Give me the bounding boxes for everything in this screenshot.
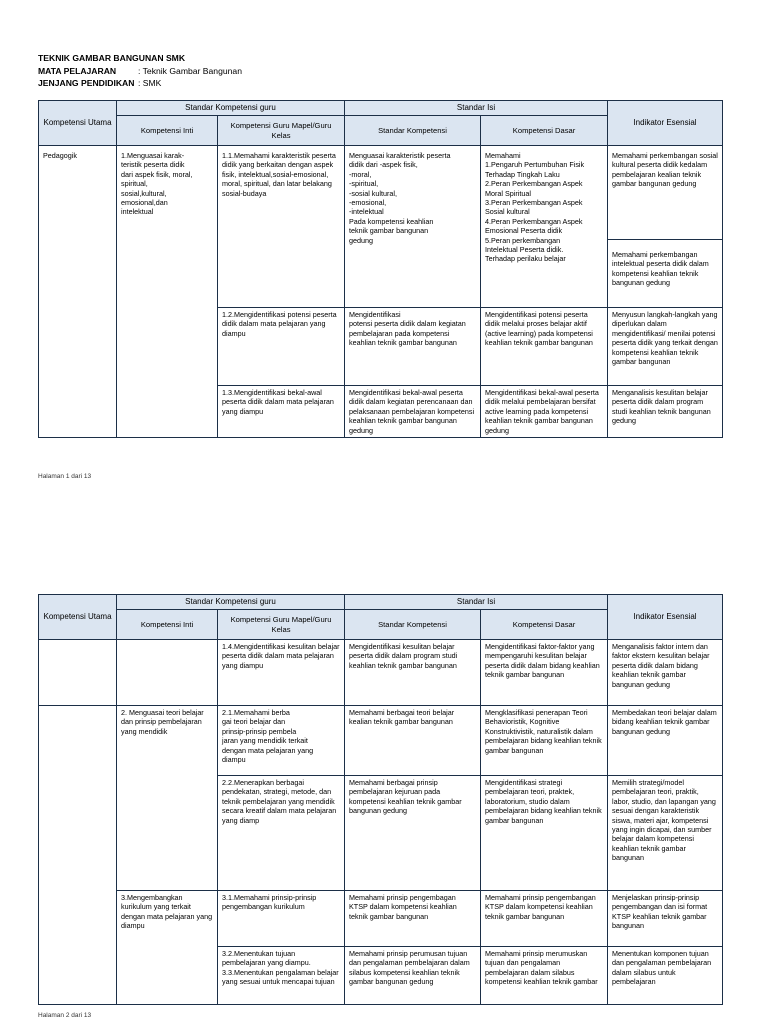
th-kompetensi-utama: Kompetensi Utama — [39, 595, 117, 640]
th-standar-kompetensi-guru: Standar Kompetensi guru — [117, 595, 345, 610]
cell-kompetensi-utama — [39, 706, 117, 1005]
cell-kompetensi-guru: 1.4.Mengidentifikasi kesulitan belajar peserta didik dalam mata pelajaran yang diampu — [218, 640, 345, 706]
cell-indikator: Memilih strategi/model pembelajaran teori, praktik, labor, studio, dan lapangan yang sesuai dengan karakteristik siswa, materi ajar, kompetensi yang ingin dicapai, dan sumber belajar dalam kompetensi keahlian teknik gambar bangunan — [608, 776, 723, 891]
th-standar-isi: Standar Isi — [345, 595, 608, 610]
cell-kompetensi-utama: Pedagogik — [39, 146, 117, 438]
th-kompetensi-inti: Kompetensi Inti — [117, 610, 218, 640]
cell-kompetensi-dasar: Mengidentifikasi faktor-faktor yang mempengaruhi kesulitan belajar peserta didik dalam bidang keahlian teknik gambar bangunan — [481, 640, 608, 706]
page-number: Halaman 2 dari 13 — [38, 1012, 92, 1019]
jenjang-key: JENJANG PENDIDIKAN — [38, 78, 135, 88]
cell-indikator: Menentukan komponen tujuan dan pengalaman pembelajaran dalam silabus untuk pembelajaran — [608, 947, 723, 1005]
cell-kompetensi-utama — [39, 640, 117, 706]
th-indikator-esensial: Indikator Esensial — [608, 101, 723, 146]
competency-table-page1 — [38, 100, 723, 438]
cell-kompetensi-dasar: Mengidentifikasi bekal-awal peserta didik melalui pembelajaran bersifat active learning pada kompetensi keahlian teknik gambar bangunan gedung — [481, 386, 608, 438]
th-standar-kompetensi: Standar Kompetensi — [345, 610, 481, 640]
cell-indikator: Menjelaskan prinsip-prinsip pengembangan dan isi format KTSP keahlian teknik gambar bangunan — [608, 891, 723, 947]
th-kompetensi-guru-mapel: Kompetensi Guru Mapel/Guru Kelas — [218, 116, 345, 146]
cell-kompetensi-guru: 1.2.Mengidentifikasi potensi peserta didik dalam mata pelajaran yang diampu — [218, 308, 345, 386]
table-row — [39, 146, 723, 240]
table-row — [39, 706, 723, 776]
mapel-key: MATA PELAJARAN — [38, 65, 117, 76]
jenjang-value: : SMK — [138, 78, 162, 88]
cell-indikator: Menganalisis kesulitan belajar peserta didik dalam program studi keahlian teknik bangunan gedung — [608, 386, 723, 438]
cell-kompetensi-guru: 3.2.Menentukan tujuan pembelajaran yang diampu. 3.3.Menentukan pengalaman belajar yang sesuai untuk mencapai tujuan — [218, 947, 345, 1005]
th-kompetensi-dasar: Kompetensi Dasar — [481, 610, 608, 640]
document-header — [38, 52, 242, 90]
cell-kompetensi-inti: 2. Menguasai teori belajar dan prinsip pembelajaran yang mendidik — [117, 706, 218, 891]
table-row — [39, 640, 723, 706]
cell-standar-kompetensi: Memahami prinsip perumusan tujuan dan pengalaman pembelajaran dalam silabus kompetensi keahlian teknik gambar bangunan gedung — [345, 947, 481, 1005]
cell-standar-kompetensi: Mengidentifikasi bekal-awal peserta didik dalam kegiatan perencanaan dan pelaksanaan pembelajaran kompetensi keahlian teknik gambar bangunan gedung — [345, 386, 481, 438]
th-standar-kompetensi: Standar Kompetensi — [345, 116, 481, 146]
cell-indikator: Menganalisis faktor intern dan faktor ekstern kesulitan belajar peserta didik dalam bidang keahlian teknik gambar bangunan gedung — [608, 640, 723, 706]
th-kompetensi-inti: Kompetensi Inti — [117, 116, 218, 146]
cell-indikator: Memahami perkembangan sosial kultural peserta didik kedalam pembelajaran kealian teknik gambar bangunan gedung — [608, 146, 723, 240]
cell-kompetensi-guru: 3.1.Memahami prinsip-prinsip pengembangan kurikulum — [218, 891, 345, 947]
cell-kompetensi-inti: 1.Menguasai karak- teristik peserta didik dari aspek fisik, moral, spiritual, sosial,kultural, emosional,dan intelektual — [117, 146, 218, 438]
cell-kompetensi-inti — [117, 640, 218, 706]
cell-standar-kompetensi: Memahami berbagai prinsip pembelajaran kejuruan pada kompetensi keahlian teknik gambar bangunan gedung — [345, 776, 481, 891]
cell-kompetensi-guru: 1.3.Mengidentifikasi bekal-awal peserta didik dalam mata pelajaran yang diampu — [218, 386, 345, 438]
cell-standar-kompetensi: Menguasai karakteristik peserta didik dari -aspek fisik, -moral, -spiritual, -sosial kultural, -emosional, -intelektual Pada kompetensi keahlian teknik gambar bangunan gedung — [345, 146, 481, 308]
cell-kompetensi-guru: 2.2.Menerapkan berbagai pendekatan, strategi, metode, dan teknik pembelajaran yang mendidik secara kreatif dalam mata pelajaran yang diamp — [218, 776, 345, 891]
cell-kompetensi-guru: 2.1.Memahami berba gai teori belajar dan prinsip-prinsip pembela jaran yang mendidik terkait dengan mata pelajaran yang diampu — [218, 706, 345, 776]
page-number: Halaman 1 dari 13 — [38, 473, 92, 480]
cell-kompetensi-inti: 3.Mengembangkan kurikulum yang terkait dengan mata pelajaran yang diampu — [117, 891, 218, 1005]
mapel-value: : Teknik Gambar Bangunan — [138, 65, 242, 76]
cell-standar-kompetensi: Memahami berbagai teori belajar kealian teknik gambar bangunan — [345, 706, 481, 776]
cell-indikator: Menyusun langkah-langkah yang diperlukan dalam mengidentifikasi/ menilai potensi peserta didik yang terkait dengan kompetensi keahlian teknik gambar bangunan — [608, 308, 723, 386]
table-row — [39, 891, 723, 947]
cell-indikator: Membedakan teori belajar dalam bidang keahlian teknik gambar bangunan gedung — [608, 706, 723, 776]
doc-title: TEKNIK GAMBAR BANGUNAN SMK — [38, 53, 186, 63]
th-kompetensi-guru-mapel: Kompetensi Guru Mapel/Guru Kelas — [218, 610, 345, 640]
cell-standar-kompetensi: Mengidentifikasi potensi peserta didik dalam kegiatan pembelajaran pada kompetensi keahlian teknik gambar bangunan — [345, 308, 481, 386]
cell-indikator: Memahami perkembangan intelektual peserta didik dalam kompetensi keahlian teknik bangunan gedung — [608, 240, 723, 308]
cell-kompetensi-dasar: Memahami prinsip pengembangan KTSP dalam kompetensi keahlian teknik gambar bangunan — [481, 891, 608, 947]
cell-kompetensi-dasar: Mengidentifikasi potensi peserta didik melalui proses belajar aktif (active learning) pada kompetensi keahlian teknik gambar bangunan — [481, 308, 608, 386]
cell-kompetensi-dasar: Memahami prinsip merumuskan tujuan dan pengalaman pembelajaran dalam silabus kompetensi keahlian teknik gambar — [481, 947, 608, 1005]
competency-table-page2 — [38, 594, 723, 1005]
th-kompetensi-dasar: Kompetensi Dasar — [481, 116, 608, 146]
cell-standar-kompetensi: Memahami prinsip pengembagan KTSP dalam kompetensi keahlian teknik gambar bangunan — [345, 891, 481, 947]
cell-kompetensi-dasar: Memahami 1.Pengaruh Pertumbuhan Fisik Terhadap Tingkah Laku 2.Peran Perkembangan Aspek Moral Spiritual 3.Peran Perkembangan Aspek Sosial kultural 4.Peran Perkembangan Aspek Emosional Peserta didik 5.Peran perkembangan Intelektual Peserta didik. Terhadap perilaku belajar — [481, 146, 608, 308]
cell-kompetensi-guru: 1.1.Memahami karakteristik peserta didik yang berkaitan dengan aspek fisik, intelektual,sosial-emosional, moral, spiritual, dan latar belakang sosial-budaya — [218, 146, 345, 308]
cell-standar-kompetensi: Mengidentifikasi kesulitan belajar peserta didik dalam program studi keahlian teknik gambar bangunan — [345, 640, 481, 706]
th-standar-isi: Standar Isi — [345, 101, 608, 116]
th-kompetensi-utama: Kompetensi Utama — [39, 101, 117, 146]
cell-kompetensi-dasar: Mengklasifikasi penerapan Teori Behavioristik, Kognitive Konstruktivistik, naturalistik dalam pembelajaran bidang keahlian teknik gambar bangunan — [481, 706, 608, 776]
cell-kompetensi-dasar: Mengidentifikasi strategi pembelajaran teori, praktek, laboratorium, studio dalam pembelajaran bidang keahlian teknik gambar bangunan — [481, 776, 608, 891]
th-indikator-esensial: Indikator Esensial — [608, 595, 723, 640]
th-standar-kompetensi-guru: Standar Kompetensi guru — [117, 101, 345, 116]
